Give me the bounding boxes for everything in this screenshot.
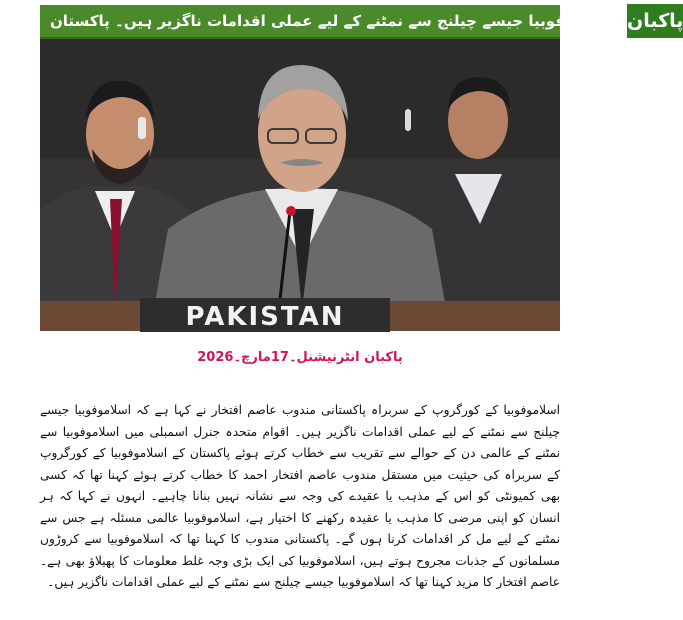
nameplate-text: PAKISTAN [185,302,345,332]
dateline: پاکبان انٹرنیشنل۔17مارچ۔2026 [197,350,403,365]
headline-banner [40,5,683,39]
news-photo [40,39,560,331]
headline-text: اسلاموفوبیا جیسے چیلنج سے نمٹنے کے لیے عملی اقدامات ناگزیر ہیں۔ پاکستان [50,12,615,30]
brand-logo: پاکبان [625,4,683,38]
news-photo-illustration [40,39,560,331]
article-body: اسلاموفوبیا کے کورگروپ کے سربراہ پاکستانی مندوب عاصم افتخار نے کہا ہے کہ اسلاموفوبیا جیسے چیلنج سے نمٹنے کے لیے عملی اقدامات ناگزیر ہیں۔ اقوام متحدہ جنرل اسمبلی میں اسلاموفوبیا سے نمٹنے کے عالمی دن کے حوالے سے تقریب سے خطاب کرتے ہوئے پاکستان کے اسلاموفوبیا کے کورگروپ کے سربراہ کی حیثیت میں مستقل مندوب عاصم افتخار احمد کا خطاب کرتے ہوئے کہنا تھا کہ کسی بھی کمیونٹی کو اس کے مذہب یا عقیدے کی وجہ سے نشانہ نہیں بنانا چاہیے۔ انہوں نے کہا کہ ہر انسان کو اپنی مرضی کا مذہب یا عقیدہ رکھنے کا اختیار ہے، اسلاموفوبیا عالمی مسئلہ ہے جس سے نمٹنے کے لیے مل کر اقدامات کرنا ہوں گے۔ پاکستانی مندوب کا کہنا تھا کہ اسلاموفوبیا سے کروڑوں مسلمانوں کے جذبات مجروح ہوتے ہیں، اسلاموفوبیا کی ایک بڑی وجہ غلط معلومات کا پھیلاؤ بھی ہے۔ عاصم افتخار کا مزید کہنا تھا کہ اسلاموفوبیا جیسے چیلنج سے نمٹنے کے لیے عملی اقدامات ناگزیر ہیں۔ [40,403,560,589]
